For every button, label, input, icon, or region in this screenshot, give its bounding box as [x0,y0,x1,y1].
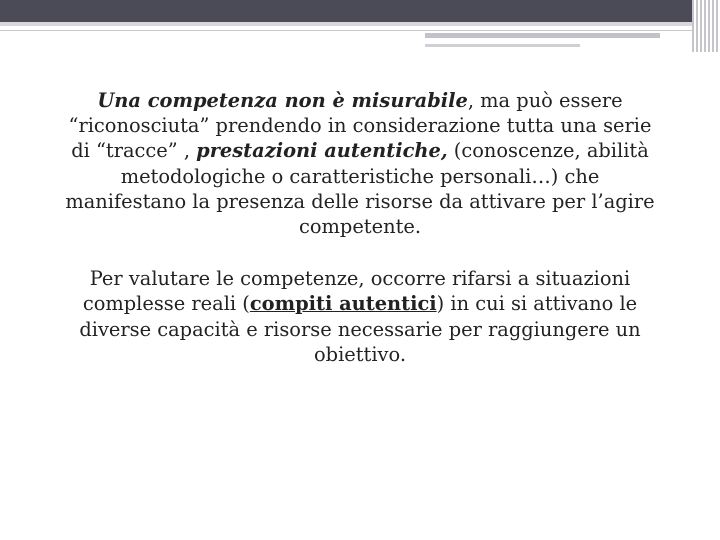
paragraph2-text-b: ) in cui si attivano le diverse capacità e risorse necessarie per raggiungere un obiettivo. [79,292,641,366]
top-banner [0,0,720,22]
decorative-stripes [692,0,720,52]
decorative-bar-short [425,44,580,47]
decorative-rule [0,30,700,31]
paragraph2-text-a: Per valutare le competenze, occorre rifarsi a situazioni complesse reali ( [82,267,631,316]
paragraph-evaluation [60,266,660,367]
decorative-bar [425,33,660,38]
paragraph1-text-a: , ma può essere “riconosciuta” prendendo in considerazione tutta una serie di “tracce” , [68,89,652,163]
paragraph-competence-definition [60,88,660,239]
top-banner-highlight [0,22,720,26]
slide-body [60,88,660,367]
paragraph1-text-b: (conoscenze, abilità metodologiche o caratteristiche personali…) che manifestano la presenza delle risorse da attivare per l’agire competente. [65,139,655,239]
emphasis-not-measurable: Una competenza non è misurabile [97,89,468,112]
emphasis-authentic-performances: prestazioni autentiche, [196,139,448,163]
emphasis-authentic-tasks: compiti autentici [249,292,437,316]
